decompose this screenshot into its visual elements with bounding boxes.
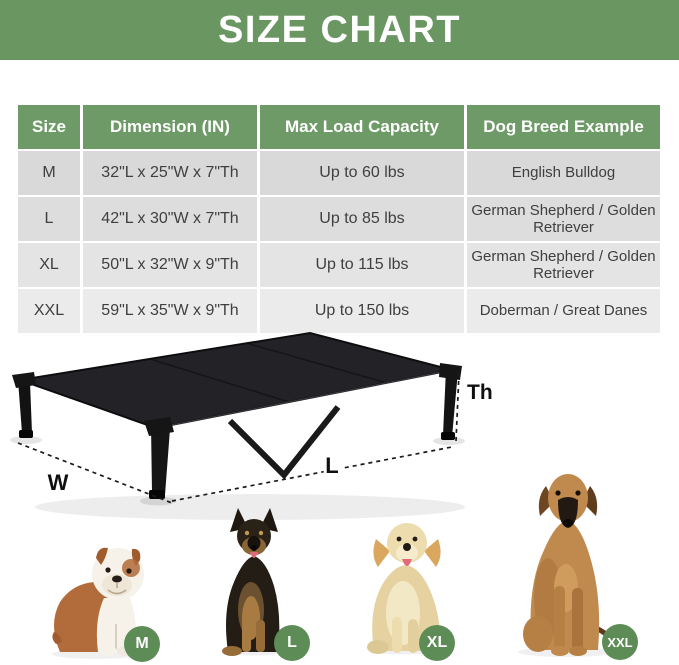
col-header-capacity: Max Load Capacity: [260, 105, 464, 149]
size-badge-m: M: [124, 626, 160, 662]
table-row-xl: [18, 243, 660, 287]
bulldog-eye: [126, 568, 131, 573]
golden-nose: [403, 543, 411, 551]
thickness-label: Th: [467, 381, 493, 404]
col-header-dimension: Dimension (IN): [83, 105, 257, 149]
bulldog-paw: [99, 646, 117, 656]
col-header-breed: Dog Breed Example: [467, 105, 660, 149]
dane-nose: [563, 519, 573, 527]
size-badge-l: L: [274, 625, 310, 661]
shepherd-nose: [251, 545, 257, 551]
cell-size: L: [18, 197, 80, 241]
cell-breed: English Bulldog: [467, 151, 660, 195]
length-label: L: [325, 453, 339, 478]
banner: [0, 0, 679, 60]
cell-dimension: 59"L x 35"W x 9"Th: [83, 289, 257, 333]
bed-fabric: [20, 333, 452, 428]
size-table: [18, 105, 660, 333]
cell-size: XXL: [18, 289, 80, 333]
cell-capacity: Up to 150 lbs: [260, 289, 464, 333]
cell-breed: German Shepherd / Golden Retriever: [467, 197, 660, 241]
col-header-size: Size: [18, 105, 80, 149]
dane-leg: [554, 586, 565, 650]
bed-support-brace: [230, 407, 338, 475]
bulldog-eye: [105, 567, 110, 572]
table-row-m: [18, 151, 660, 195]
cell-dimension: 32"L x 25"W x 7"Th: [83, 151, 257, 195]
cell-breed: German Shepherd / Golden Retriever: [467, 243, 660, 287]
cell-capacity: Up to 60 lbs: [260, 151, 464, 195]
size-badge-xxl: XXL: [602, 624, 638, 660]
dane-hind-leg: [523, 616, 553, 652]
golden-leg: [408, 619, 418, 653]
cell-capacity: Up to 85 lbs: [260, 197, 464, 241]
golden-eye: [397, 537, 402, 542]
cell-breed: Doberman / Great Danes: [467, 289, 660, 333]
page-title: SIZE CHART: [218, 8, 461, 51]
table-header-row: [18, 105, 660, 149]
cell-dimension: 50"L x 32"W x 9"Th: [83, 243, 257, 287]
cell-capacity: Up to 115 lbs: [260, 243, 464, 287]
cell-size: M: [18, 151, 80, 195]
bulldog-eye-patch: [122, 559, 140, 577]
golden-eye: [413, 537, 418, 542]
dane-paw: [551, 646, 569, 656]
golden-leg: [392, 617, 402, 653]
length-dimension-line: [172, 447, 452, 501]
shepherd-eye: [245, 531, 249, 535]
bed-leg: [18, 380, 32, 433]
cell-size: XL: [18, 243, 80, 287]
bulldog-nose: [112, 576, 122, 583]
shepherd-eye: [259, 531, 263, 535]
bed-leg: [151, 425, 170, 495]
bed-foot: [149, 490, 165, 499]
bed-corner-bracket: [439, 363, 462, 380]
cell-dimension: 42"L x 30"W x 7"Th: [83, 197, 257, 241]
bed-corner-bracket: [12, 372, 36, 388]
golden-tongue: [402, 559, 412, 566]
shepherd-hind-paw: [222, 646, 242, 656]
dane-eye: [555, 490, 560, 495]
shepherd-leg: [242, 618, 251, 652]
table-row-l: [18, 197, 660, 241]
golden-hind-paw: [367, 640, 389, 654]
width-label: W: [47, 470, 69, 495]
bed-foot: [441, 432, 455, 440]
size-badge-xl: XL: [419, 625, 455, 661]
width-dimension-line: [18, 443, 172, 503]
dane-paw: [569, 646, 587, 656]
shepherd-leg: [256, 620, 265, 652]
dane-leg: [572, 588, 583, 650]
bed-foot: [19, 430, 33, 438]
dane-eye: [575, 490, 580, 495]
